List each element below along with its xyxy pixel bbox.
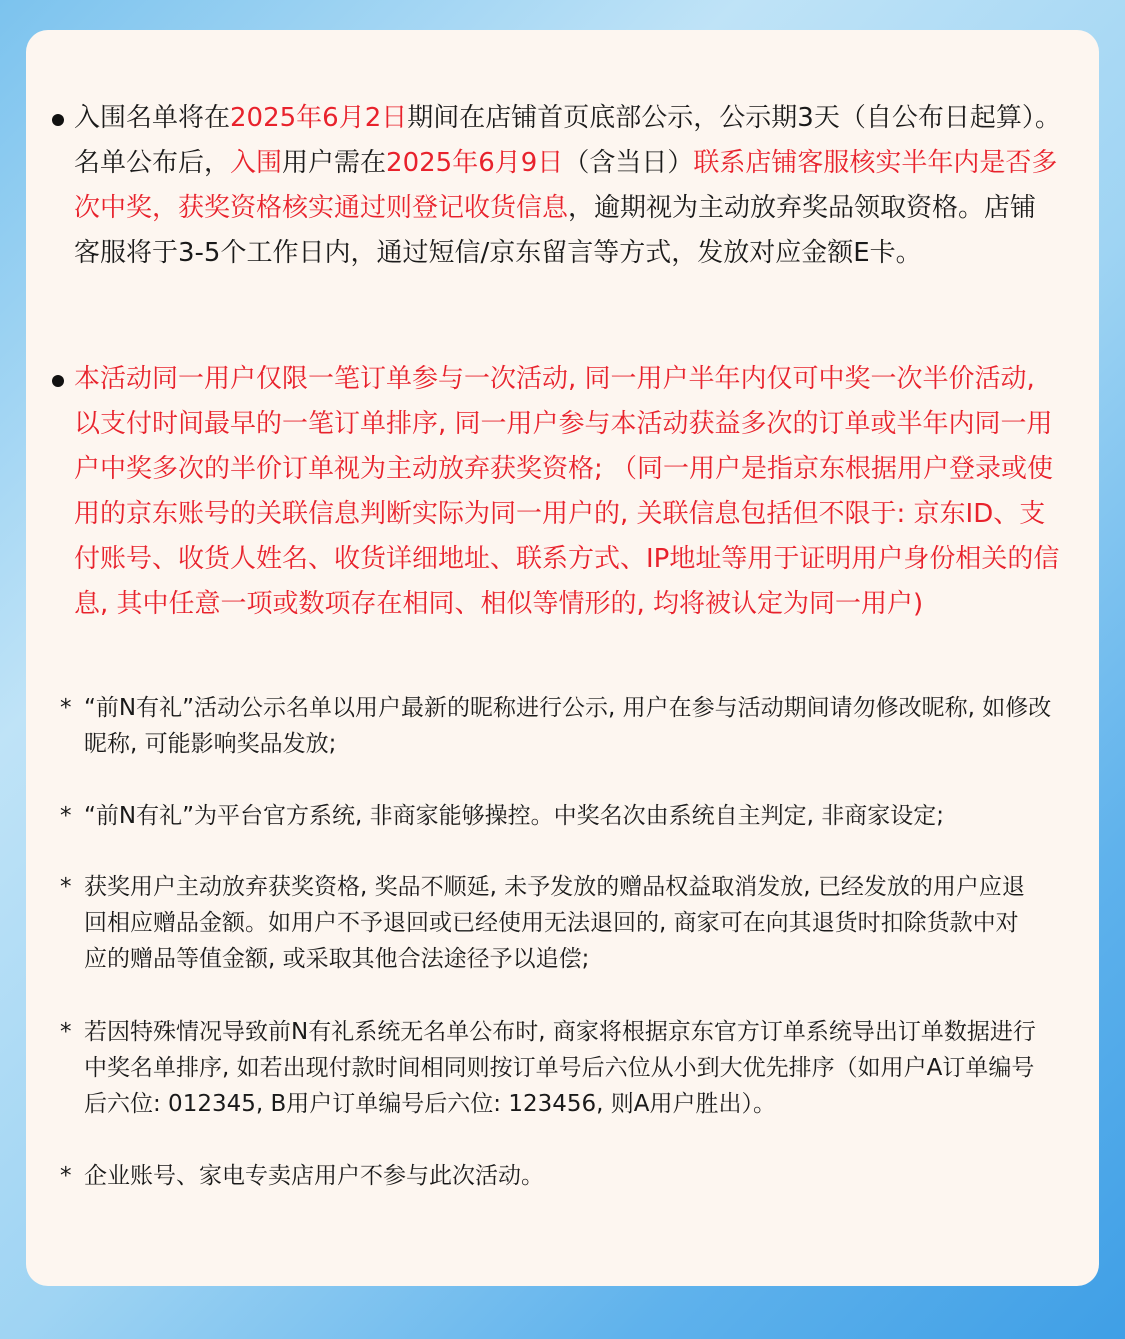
- bullet-dot: [52, 375, 64, 387]
- asterisk: *: [60, 874, 72, 900]
- asterisk: *: [60, 1163, 72, 1189]
- asterisk: *: [60, 695, 72, 721]
- rule-announcement-text: 入围名单将在2025年6月2日期间在店铺首页底部公示，公示期3天（自公布日起算）。名单公布后，入围用户需在2025年6月9日（含当日）联系店铺客服核实半年内是否多次中奖，获奖资格核实通过则登记收货信息，逾期视为主动放弃奖品领取资格。店铺客服将于3-5个工作日内，通过短信/京东留言等方式，发放对应金额E卡。: [74, 103, 1061, 268]
- rules-card: [26, 30, 1099, 1286]
- note-platform-system: * “前N有礼”为平台官方系统, 非商家能够操控。中奖名次由系统自主判定, 非商家设定;: [60, 798, 1070, 834]
- rule-single-user-text: 本活动同一用户仅限一笔订单参与一次活动, 同一用户半年内仅可中奖一次半价活动, 以支付时间最早的一笔订单排序, 同一用户参与本活动获益多次的订单或半年内同一用户中奖多次的半价订单视为主动放弃获奖资格; （同一用户是指京东根据用户登录或使用的京东账号的关联信息判断实际为同一用户的, 关联信息包括但不限于: 京东ID、支付账号、收货人姓名、收货详细地址、联系方式、IP地址等用于证明用户身份相关的信息, 其中任意一项或数项存在相同、相似等情形的, 均将被认定为同一用户): [74, 364, 1060, 619]
- note-forfeit: * 获奖用户主动放弃获奖资格, 奖品不顺延, 未予发放的赠品权益取消发放, 已经发放的用户应退回相应赠品金额。如用户不予退回或已经使用无法退回的, 商家可在向其退货时扣除货款中对应的赠品等值金额, 或采取其他合法途径予以追偿;: [60, 869, 1040, 977]
- note-fallback-ranking: * 若因特殊情况导致前N有礼系统无名单公布时, 商家将根据京东官方订单系统导出订单数据进行中奖名单排序, 如若出现付款时间相同则按订单号后六位从小到大优先排序（如用户A订单编号后六位: 012345, B用户订单编号后六位: 123456, 则A用户胜出）。: [60, 1014, 1050, 1122]
- announce-date: 2025年6月2日: [230, 103, 408, 133]
- contact-deadline: 2025年6月9日: [386, 148, 564, 178]
- rule-single-user: [52, 357, 1062, 627]
- bullet-dot: [52, 114, 64, 126]
- note-exclusion: * 企业账号、家电专卖店用户不参与此次活动。: [60, 1158, 1050, 1194]
- asterisk: *: [60, 1019, 72, 1045]
- rule-announcement: [52, 96, 1062, 276]
- asterisk: *: [60, 803, 72, 829]
- note-nickname: * “前N有礼”活动公示名单以用户最新的昵称进行公示, 用户在参与活动期间请勿修改昵称, 如修改昵称, 可能影响奖品发放;: [60, 690, 1070, 762]
